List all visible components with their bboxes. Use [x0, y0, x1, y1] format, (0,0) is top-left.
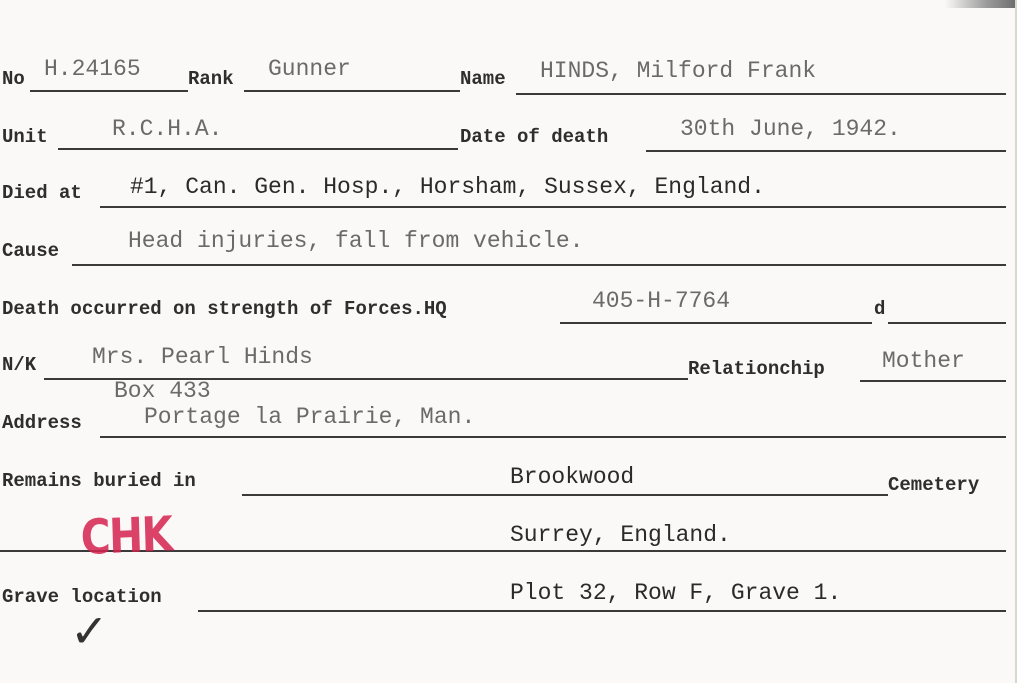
d-underline [888, 322, 1006, 324]
grave-value: Plot 32, Row F, Grave 1. [510, 580, 842, 606]
died-at-value: #1, Can. Gen. Hosp., Horsham, Sussex, England. [130, 174, 765, 200]
hq-underline [560, 322, 872, 324]
card-corner-shadow [945, 0, 1015, 8]
address-line1-value: Box 433 [114, 378, 211, 404]
name-value: HINDS, Milford Frank [540, 58, 817, 84]
cause-label: Cause [2, 240, 60, 262]
name-label: Name [460, 68, 506, 90]
name-underline [516, 93, 1006, 95]
cemetery-label: Cemetery [888, 474, 980, 496]
no-underline [30, 90, 188, 92]
unit-value: R.C.H.A. [112, 116, 223, 142]
nk-value: Mrs. Pearl Hinds [92, 344, 313, 370]
chk-stamp: CHK [80, 506, 173, 566]
grave-location-underline [198, 610, 1006, 612]
address-underline [100, 436, 1006, 438]
no-value: H.24165 [44, 56, 141, 82]
cause-value: Head injuries, fall from vehicle. [128, 228, 584, 254]
died-at-label: Died at [2, 182, 82, 204]
hq-number-value: 405-H-7764 [592, 288, 731, 314]
check-mark-icon: ✓ [70, 604, 109, 658]
cemetery-value: Brookwood [510, 464, 635, 490]
date-of-death-label: Date of death [460, 126, 609, 148]
rank-value: Gunner [268, 56, 351, 82]
relationship-value: Mother [882, 348, 965, 374]
relationship-label: Relationchip [688, 358, 825, 380]
remains-underline [242, 494, 888, 496]
unit-label: Unit [2, 126, 48, 148]
address-label: Address [2, 412, 82, 434]
date-of-death-underline [646, 150, 1006, 152]
address-line2-value: Portage la Prairie, Man. [144, 404, 476, 430]
date-of-death-value: 30th June, 1942. [680, 116, 901, 142]
d-label: d [874, 298, 886, 320]
relationship-underline [860, 380, 1006, 382]
nk-label: N/K [2, 354, 37, 376]
death-occurred-label: Death occurred on strength of Forces.HQ [2, 298, 447, 320]
grave-location-label: Grave location [2, 586, 162, 608]
cause-underline [72, 264, 1006, 266]
rank-underline [244, 90, 460, 92]
unit-underline [58, 148, 458, 150]
no-label: No [2, 68, 25, 90]
cemetery-location-value: Surrey, England. [510, 522, 731, 548]
remains-buried-label: Remains buried in [2, 470, 196, 492]
rank-label: Rank [188, 68, 234, 90]
died-at-underline [100, 206, 1006, 208]
